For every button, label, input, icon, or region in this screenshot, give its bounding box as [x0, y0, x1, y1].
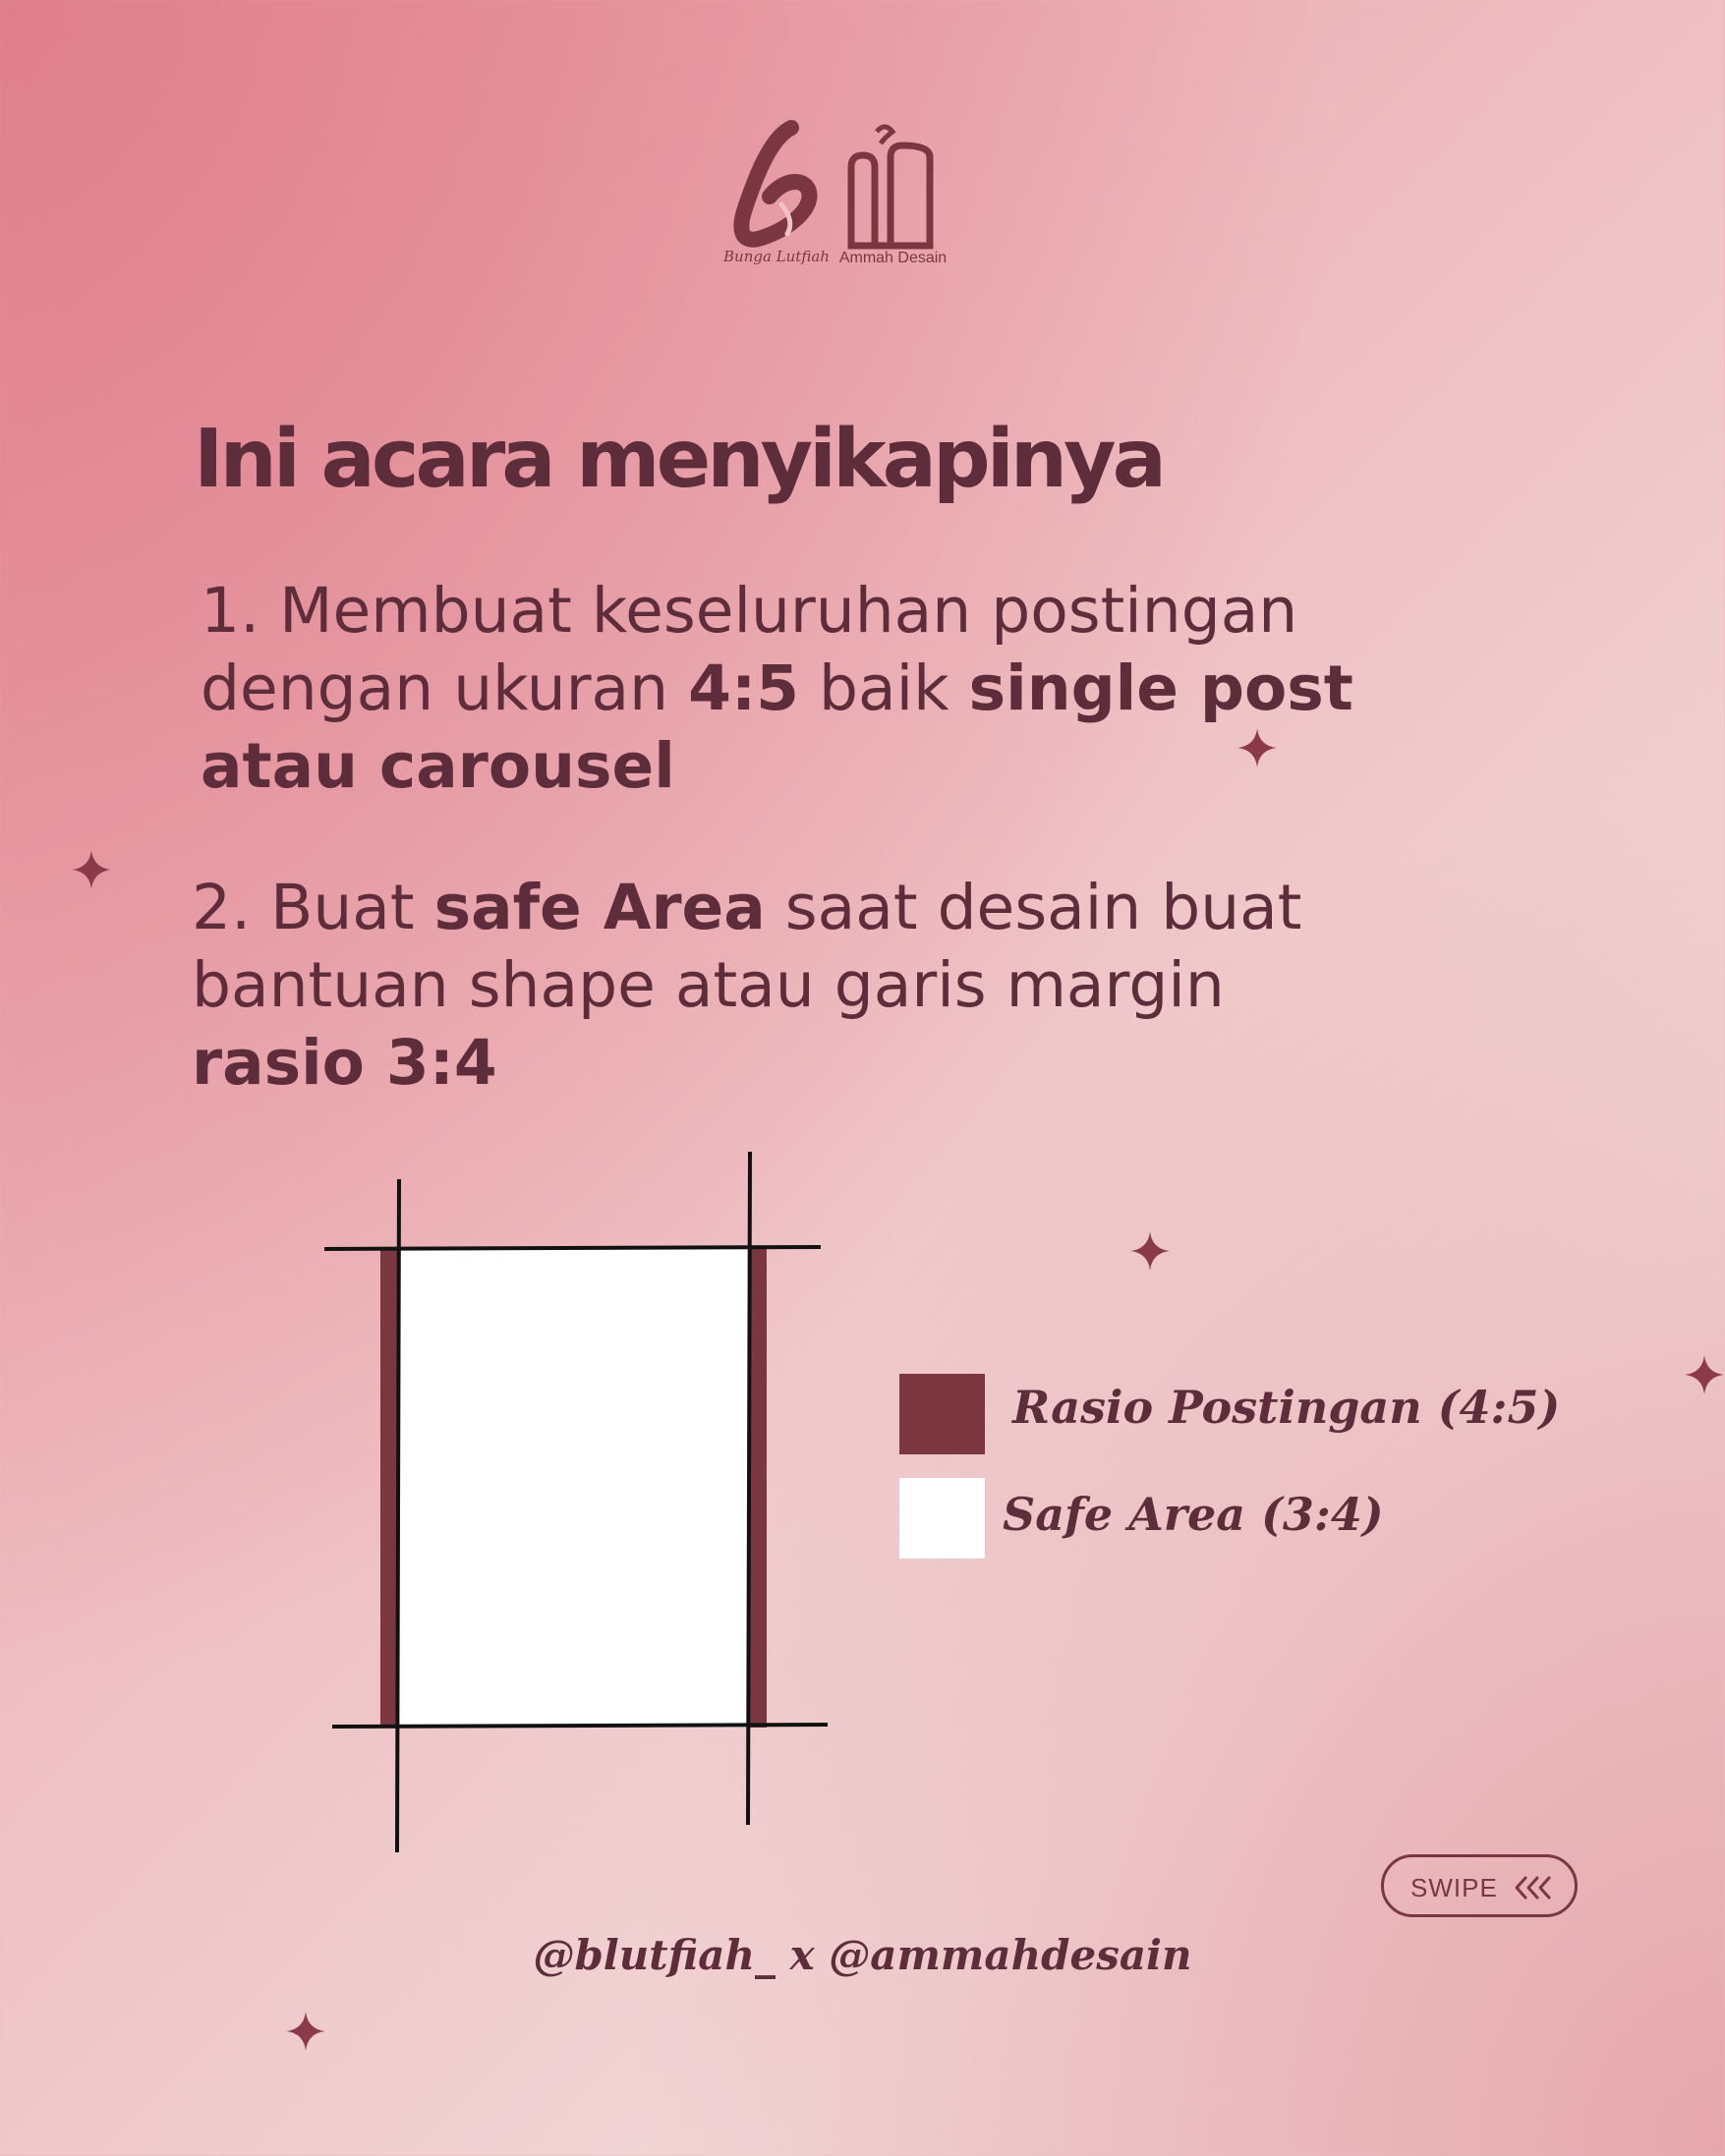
point-2-line-3: rasio 3:4 [192, 1027, 497, 1099]
margin-line-right [748, 1152, 750, 1825]
swipe-button[interactable] [1381, 1854, 1578, 1917]
sparkle-icon [1683, 1353, 1725, 1396]
point-1-line-2: dengan ukuran 4:5 baik single post [201, 652, 1353, 724]
ammah-desain-logo [841, 118, 940, 255]
chevrons-left-icon [1514, 1875, 1559, 1901]
sparkle-icon [1236, 726, 1279, 769]
sparkle-icon [284, 2010, 327, 2053]
legend-swatch-post-ratio [899, 1374, 985, 1454]
logo-left-caption: Bunga Lutfiah [723, 248, 830, 265]
point-1-line-1: 1. Membuat keseluruhan postingan [201, 575, 1298, 647]
bunga-lutfiah-logo [722, 118, 831, 255]
point-1 [201, 572, 1353, 805]
ratio-frame-illustration [315, 1140, 845, 1867]
logo-right-caption: Ammah Desain [838, 250, 948, 266]
page-title: Ini acara menyikapinya [194, 413, 1163, 506]
margin-line-left [397, 1179, 399, 1852]
swipe-label: SWIPE [1410, 1873, 1498, 1902]
brand-logos [0, 118, 1725, 275]
point-2-line-2: bantuan shape atau garis margin [192, 949, 1225, 1021]
safe-area [399, 1248, 748, 1728]
point-2 [192, 869, 1301, 1102]
point-2-line-1: 2. Buat safe Area saat desain buat [192, 872, 1302, 943]
footer-credits: @blutfiah_ x @ammahdesain [533, 1931, 1192, 1979]
legend-label-post-ratio: Rasio Postingan (4:5) [1012, 1381, 1561, 1434]
sparkle-icon [70, 848, 113, 891]
margin-line-bottom [332, 1725, 828, 1727]
sparkle-icon [1128, 1229, 1172, 1273]
legend-swatch-safe-area [899, 1478, 985, 1559]
point-1-line-3: atau carousel [201, 730, 675, 802]
legend-label-safe-area: Safe Area (3:4) [1003, 1488, 1384, 1541]
